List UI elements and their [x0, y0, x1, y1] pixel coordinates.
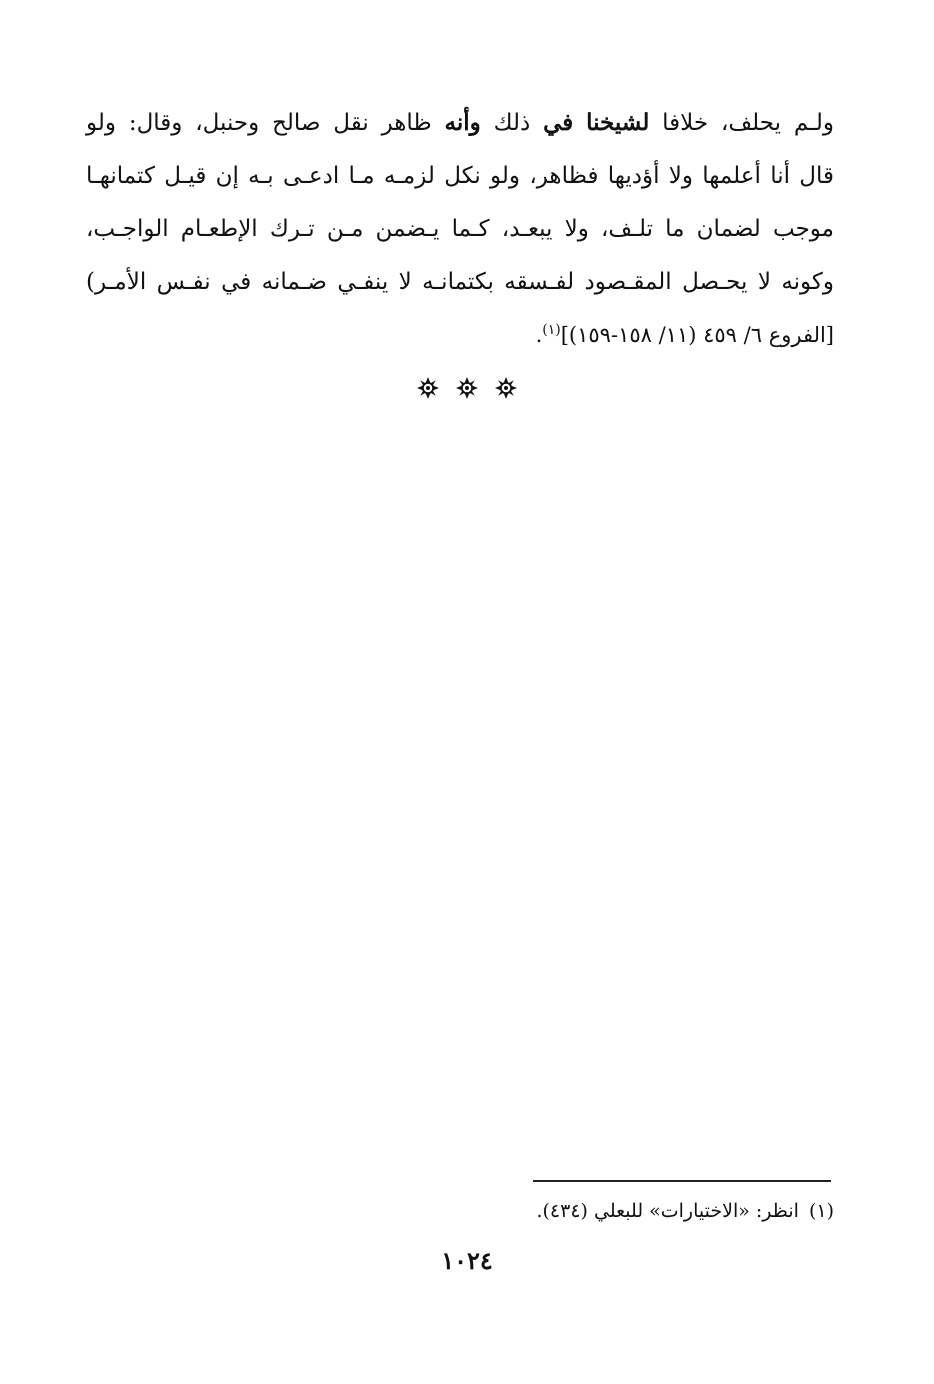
body-line-4: وكونه لا يحـصل المقـصود لفـسقه بكتمانـه لا ينفـي ضـمانه في نفـس الأمـر) [86, 269, 834, 295]
footnote-number: (١) [808, 1200, 834, 1222]
section-divider [0, 376, 934, 404]
footnote [300, 1196, 834, 1226]
body-text [86, 96, 834, 362]
line1-bold-term-b: في [543, 109, 574, 136]
source-reference: [الفروع ٦/ ٤٥٩ (١١/ ١٥٨-١٥٩)] [560, 323, 834, 347]
footnote-marker: (١) [542, 322, 561, 338]
flower-ornament-icon [416, 376, 440, 400]
body-line-1 [86, 96, 834, 150]
line1-bold-term-c: وأنه [444, 109, 481, 136]
page-number: ١٠٢٤ [441, 1246, 493, 1275]
reference-line [86, 309, 834, 362]
footnote-text: انظر: «الاختيارات» للبعلي (٤٣٤). [536, 1200, 799, 1222]
line1-segment-f: ظاهر نقل صالح وحنبل، وقال: ولو [86, 110, 432, 136]
line1-segment-a: ولـم يحلف، خلافا [662, 110, 835, 136]
line1-segment-d: ذلك [493, 110, 531, 136]
reference-period: . [535, 323, 543, 347]
line1-bold-term-a: لشيخنا [586, 109, 650, 136]
flower-ornament-icon [455, 376, 479, 400]
body-line-3: موجب لضمان ما تلـف، ولا يبعـد، كـما يـضمن مـن تـرك الإطعـام الواجـب، [86, 216, 834, 242]
footnote-separator [533, 1180, 831, 1182]
flower-ornament-icon [494, 376, 518, 400]
body-line-2: قال أنا أعلمها ولا أؤديها فظاهر، ولو نكل لزمـه مـا ادعـى بـه إن قيـل كتمانهـا [86, 163, 834, 189]
